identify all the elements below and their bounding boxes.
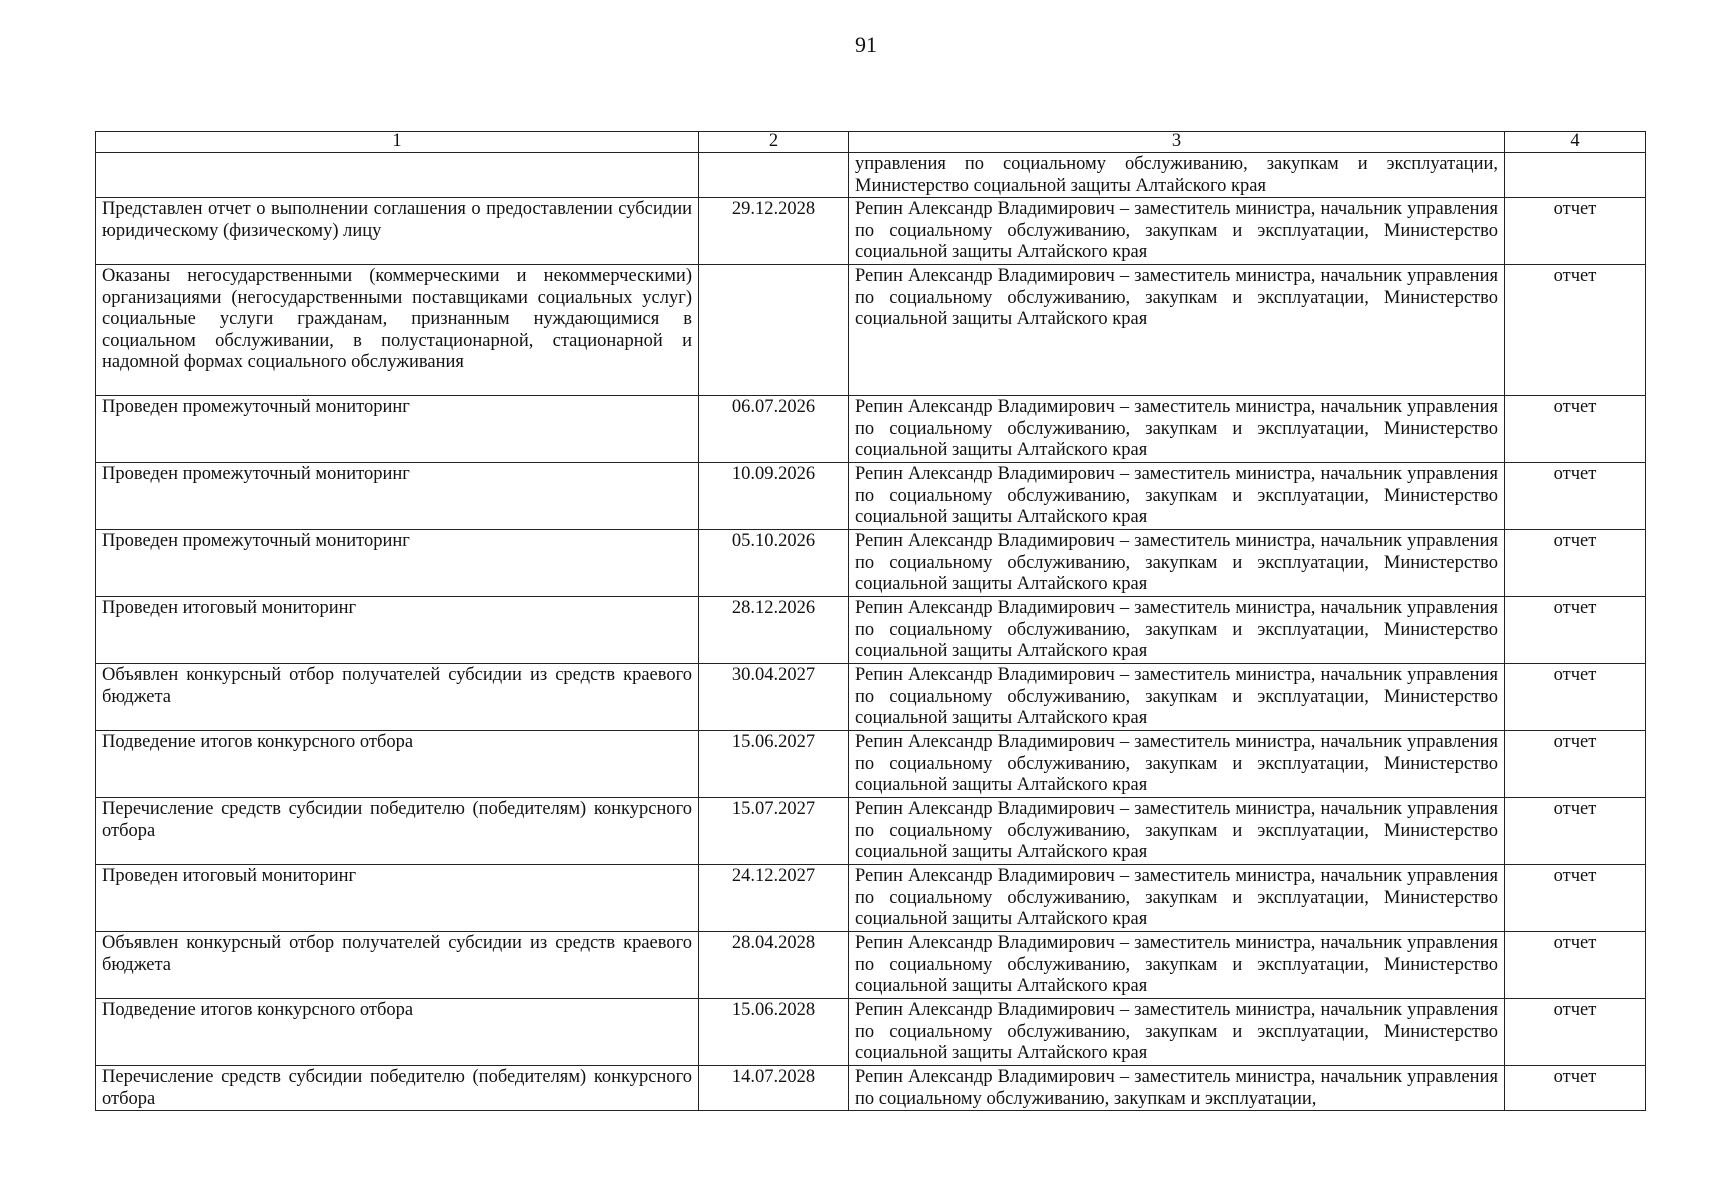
task-cell: Подведение итогов конкурсного отбора	[96, 999, 699, 1066]
result-cell	[1505, 153, 1646, 198]
task-cell: Проведен промежуточный мониторинг	[96, 463, 699, 530]
task-cell: Подведение итогов конкурсного отбора	[96, 731, 699, 798]
task-cell: Перечисление средств субсидии победителю (победителям) конкурсного отбора	[96, 1066, 699, 1111]
result-cell: отчет	[1505, 865, 1646, 932]
date-cell: 28.04.2028	[699, 932, 849, 999]
date-cell: 15.07.2027	[699, 798, 849, 865]
result-cell: отчет	[1505, 731, 1646, 798]
table-row	[96, 530, 1646, 597]
page-number: 91	[855, 32, 877, 57]
date-cell: 28.12.2026	[699, 597, 849, 664]
table-row	[96, 1066, 1646, 1111]
task-cell: Проведен промежуточный мониторинг	[96, 530, 699, 597]
task-cell: Оказаны негосударственными (коммерческими и некоммерческими) организациями (негосударственными поставщиками социальных услуг) социальные услуги гражданам, признанным нуждающимися в социальном обслуживании, в полустационарной, стационарной и надомной формах социального обслуживания	[96, 265, 699, 396]
result-cell: отчет	[1505, 463, 1646, 530]
responsible-cell: Репин Александр Владимирович – заместитель министра, начальник управления по социальному обслуживанию, закупкам и эксплуатации, Министерство социальной защиты Алтайского края	[849, 865, 1505, 932]
table-header	[96, 132, 1646, 153]
table-row	[96, 265, 1646, 396]
date-cell: 24.12.2027	[699, 865, 849, 932]
result-cell: отчет	[1505, 396, 1646, 463]
table-row	[96, 664, 1646, 731]
responsible-cell: Репин Александр Владимирович – заместитель министра, начальник управления по социальному обслуживанию, закупкам и эксплуатации, Министерство социальной защиты Алтайского края	[849, 198, 1505, 265]
responsible-cell: Репин Александр Владимирович – заместитель министра, начальник управления по социальному обслуживанию, закупкам и эксплуатации,	[849, 1066, 1505, 1111]
date-cell: 30.04.2027	[699, 664, 849, 731]
responsible-cell: Репин Александр Владимирович – заместитель министра, начальник управления по социальному обслуживанию, закупкам и эксплуатации, Министерство социальной защиты Алтайского края	[849, 530, 1505, 597]
date-cell	[699, 153, 849, 198]
table-row	[96, 463, 1646, 530]
task-cell: Проведен итоговый мониторинг	[96, 865, 699, 932]
responsible-cell: Репин Александр Владимирович – заместитель министра, начальник управления по социальному обслуживанию, закупкам и эксплуатации, Министерство социальной защиты Алтайского края	[849, 664, 1505, 731]
table-row	[96, 932, 1646, 999]
document-table	[95, 131, 1646, 1111]
result-cell: отчет	[1505, 597, 1646, 664]
date-cell: 14.07.2028	[699, 1066, 849, 1111]
date-cell: 15.06.2028	[699, 999, 849, 1066]
result-cell: отчет	[1505, 664, 1646, 731]
table-body	[96, 153, 1646, 1111]
table-row	[96, 999, 1646, 1066]
result-cell: отчет	[1505, 530, 1646, 597]
table-row	[96, 396, 1646, 463]
date-cell: 10.09.2026	[699, 463, 849, 530]
task-cell: Представлен отчет о выполнении соглашения о предоставлении субсидии юридическому (физическому) лицу	[96, 198, 699, 265]
responsible-cell: Репин Александр Владимирович – заместитель министра, начальник управления по социальному обслуживанию, закупкам и эксплуатации, Министерство социальной защиты Алтайского края	[849, 999, 1505, 1066]
task-cell: Объявлен конкурсный отбор получателей субсидии из средств краевого бюджета	[96, 664, 699, 731]
date-cell: 15.06.2027	[699, 731, 849, 798]
task-cell: Перечисление средств субсидии победителю (победителям) конкурсного отбора	[96, 798, 699, 865]
header-col-3: 3	[849, 132, 1505, 153]
responsible-cell: управления по социальному обслуживанию, закупкам и эксплуатации, Министерство социальной защиты Алтайского края	[849, 153, 1505, 198]
header-row	[96, 132, 1646, 153]
task-cell	[96, 153, 699, 198]
table-row	[96, 198, 1646, 265]
table-row	[96, 731, 1646, 798]
result-cell: отчет	[1505, 198, 1646, 265]
task-cell: Объявлен конкурсный отбор получателей субсидии из средств краевого бюджета	[96, 932, 699, 999]
table-row	[96, 798, 1646, 865]
responsible-cell: Репин Александр Владимирович – заместитель министра, начальник управления по социальному обслуживанию, закупкам и эксплуатации, Министерство социальной защиты Алтайского края	[849, 463, 1505, 530]
date-cell	[699, 265, 849, 396]
header-col-2: 2	[699, 132, 849, 153]
responsible-cell: Репин Александр Владимирович – заместитель министра, начальник управления по социальному обслуживанию, закупкам и эксплуатации, Министерство социальной защиты Алтайского края	[849, 932, 1505, 999]
date-cell: 29.12.2028	[699, 198, 849, 265]
result-cell: отчет	[1505, 798, 1646, 865]
task-cell: Проведен итоговый мониторинг	[96, 597, 699, 664]
responsible-cell: Репин Александр Владимирович – заместитель министра, начальник управления по социальному обслуживанию, закупкам и эксплуатации, Министерство социальной защиты Алтайского края	[849, 731, 1505, 798]
task-cell: Проведен промежуточный мониторинг	[96, 396, 699, 463]
result-cell: отчет	[1505, 1066, 1646, 1111]
result-cell: отчет	[1505, 932, 1646, 999]
responsible-cell: Репин Александр Владимирович – заместитель министра, начальник управления по социальному обслуживанию, закупкам и эксплуатации, Министерство социальной защиты Алтайского края	[849, 798, 1505, 865]
result-cell: отчет	[1505, 999, 1646, 1066]
table-row	[96, 153, 1646, 198]
result-cell: отчет	[1505, 265, 1646, 396]
date-cell: 06.07.2026	[699, 396, 849, 463]
responsible-cell: Репин Александр Владимирович – заместитель министра, начальник управления по социальному обслуживанию, закупкам и эксплуатации, Министерство социальной защиты Алтайского края	[849, 265, 1505, 396]
header-col-4: 4	[1505, 132, 1646, 153]
date-cell: 05.10.2026	[699, 530, 849, 597]
responsible-cell: Репин Александр Владимирович – заместитель министра, начальник управления по социальному обслуживанию, закупкам и эксплуатации, Министерство социальной защиты Алтайского края	[849, 396, 1505, 463]
table-row	[96, 597, 1646, 664]
responsible-cell: Репин Александр Владимирович – заместитель министра, начальник управления по социальному обслуживанию, закупкам и эксплуатации, Министерство социальной защиты Алтайского края	[849, 597, 1505, 664]
header-col-1: 1	[96, 132, 699, 153]
table-row	[96, 865, 1646, 932]
